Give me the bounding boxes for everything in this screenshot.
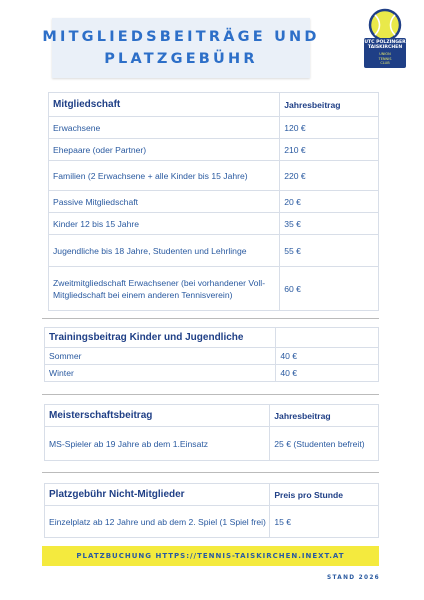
stand-date: STAND 2026	[327, 575, 380, 581]
court-fee-table	[44, 483, 379, 538]
championship-table	[44, 404, 379, 461]
training-header-label: Trainingsbeitrag Kinder und Jugendliche	[45, 328, 276, 348]
row-price: 25 € (Studenten befreit)	[270, 427, 379, 461]
logo-badge	[364, 38, 406, 68]
section-divider	[42, 394, 379, 395]
row-price: 220 €	[280, 161, 379, 191]
table-row	[45, 348, 379, 365]
row-price: 20 €	[280, 191, 379, 213]
row-label: Winter	[45, 365, 276, 382]
court-fee-header-price: Preis pro Stunde	[270, 484, 379, 506]
page-title-line-2: PLATZGEBÜHR	[104, 51, 258, 67]
row-price: 55 €	[280, 235, 379, 267]
table-row	[49, 161, 379, 191]
championship-header-label: Meisterschaftsbeitrag	[45, 405, 270, 427]
training-header-price	[276, 328, 379, 348]
row-label: MS-Spieler ab 19 Jahre ab dem 1.Einsatz	[45, 427, 270, 461]
row-label: Jugendliche bis 18 Jahre, Studenten und Lehrlinge	[49, 235, 280, 267]
page-title	[42, 18, 320, 78]
row-price: 60 €	[280, 267, 379, 311]
row-label: Erwachsene	[49, 117, 280, 139]
section-divider	[42, 472, 379, 473]
training-table	[44, 327, 379, 382]
table-row	[49, 117, 379, 139]
booking-banner[interactable]	[42, 546, 379, 566]
tennis-ball-icon	[360, 8, 410, 42]
page-title-line-1: MITGLIEDSBEITRÄGE UND	[42, 29, 320, 45]
row-label: Kinder 12 bis 15 Jahre	[49, 213, 280, 235]
championship-header-price: Jahresbeitrag	[270, 405, 379, 427]
table-header-row	[45, 484, 379, 506]
booking-link[interactable]: PLATZBUCHUNG HTTPS://TENNIS-TAISKIRCHEN.INEXT.AT	[76, 552, 345, 560]
table-row	[49, 267, 379, 311]
row-price: 15 €	[270, 506, 379, 538]
table-row	[49, 191, 379, 213]
table-row	[45, 427, 379, 461]
membership-table	[48, 92, 379, 311]
row-price: 210 €	[280, 139, 379, 161]
row-label: Einzelplatz ab 12 Jahre und ab dem 2. Spiel (1 Spiel frei)	[45, 506, 270, 538]
section-divider	[42, 318, 379, 319]
logo-tagline: UNION TENNIS CLUB	[378, 52, 392, 65]
row-label: Zweitmitgliedschaft Erwachsener (bei vorhandener Voll-Mitgliedschaft bei einem anderen Tennisverein)	[49, 267, 280, 311]
row-price: 40 €	[276, 348, 379, 365]
row-price: 40 €	[276, 365, 379, 382]
table-header-row	[45, 328, 379, 348]
row-price: 120 €	[280, 117, 379, 139]
table-row	[49, 139, 379, 161]
membership-header-price: Jahresbeitrag	[280, 93, 379, 117]
membership-header-label: Mitgliedschaft	[49, 93, 280, 117]
table-row	[49, 235, 379, 267]
court-fee-header-label: Platzgebühr Nicht-Mitglieder	[45, 484, 270, 506]
logo-club-name: UTC POLZINGER TAISKIRCHEN	[364, 40, 406, 51]
club-logo	[360, 8, 410, 70]
table-row	[49, 213, 379, 235]
table-row	[45, 506, 379, 538]
table-header-row	[45, 405, 379, 427]
row-label: Passive Mitgliedschaft	[49, 191, 280, 213]
row-price: 35 €	[280, 213, 379, 235]
row-label: Ehepaare (oder Partner)	[49, 139, 280, 161]
row-label: Sommer	[45, 348, 276, 365]
table-header-row	[49, 93, 379, 117]
row-label: Familien (2 Erwachsene + alle Kinder bis 15 Jahre)	[49, 161, 280, 191]
table-row	[45, 365, 379, 382]
